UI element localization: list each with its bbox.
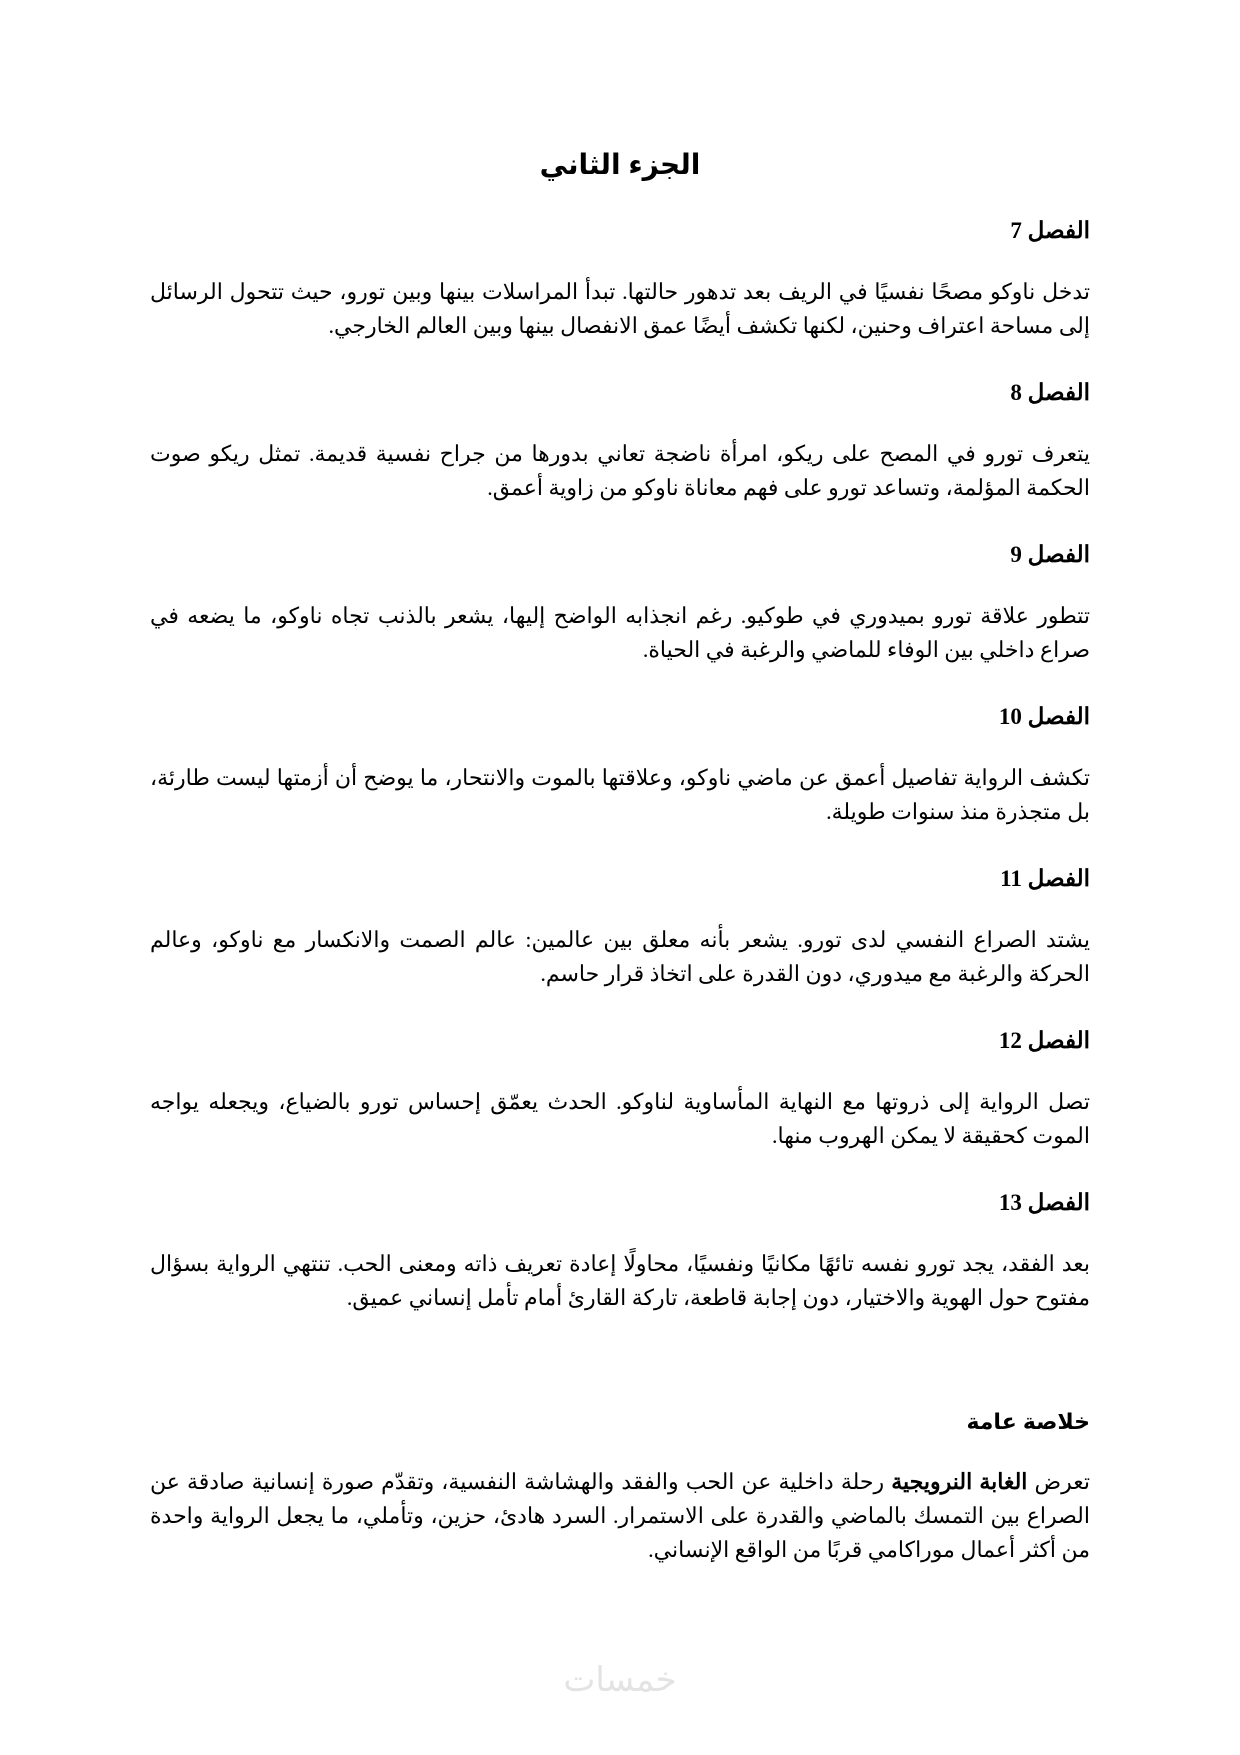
- summary-section: [150, 1409, 1090, 1567]
- chapter-body: بعد الفقد، يجد تورو نفسه تائهًا مكانيًا ونفسيًا، محاولًا إعادة تعريف ذاته ومعنى الحب. تنتهي الرواية بسؤال مفتوح حول الهوية والاختيار، دون إجابة قاطعة، تاركة القارئ أمام تأمل إنساني عميق.: [150, 1251, 1090, 1310]
- chapter-body: تدخل ناوكو مصحًا نفسيًا في الريف بعد تدهور حالتها. تبدأ المراسلات بينها وبين تورو، حيث تتحول الرسائل إلى مساحة اعتراف وحنين، لكنها تكشف أيضًا عمق الانفصال بينها وبين العالم الخارجي.: [150, 279, 1090, 338]
- chapter-section: [150, 379, 1090, 505]
- chapter-heading: الفصل 12: [998, 1028, 1090, 1053]
- summary-intro: تعرض: [1027, 1469, 1090, 1494]
- chapter-section: [150, 541, 1090, 667]
- summary-body: [150, 1465, 1090, 1567]
- chapter-heading: الفصل 10: [998, 704, 1090, 729]
- chapter-heading: الفصل 8: [1010, 380, 1090, 405]
- chapter-list: [150, 217, 1090, 1315]
- chapter-body: يشتد الصراع النفسي لدى تورو. يشعر بأنه معلق بين عالمين: عالم الصمت والانكسار مع ناوكو، وعالم الحركة والرغبة مع ميدوري، دون القدرة على اتخاذ قرار حاسم.: [150, 927, 1090, 986]
- chapter-body: يتعرف تورو في المصح على ريكو، امرأة ناضجة تعاني بدورها من جراح نفسية قديمة. تمثل ريكو صوت الحكمة المؤلمة، وتساعد تورو على فهم معاناة ناوكو من زاوية أعمق.: [150, 441, 1090, 500]
- chapter-heading: الفصل 9: [1010, 542, 1090, 567]
- chapter-body: تتطور علاقة تورو بميدوري في طوكيو. رغم انجذابه الواضح إليها، يشعر بالذنب تجاه ناوكو، ما يضعه في صراع داخلي بين الوفاء للماضي والرغبة في الحياة.: [150, 603, 1090, 662]
- chapter-section: [150, 865, 1090, 991]
- chapter-section: [150, 1027, 1090, 1153]
- watermark-logo: خمسات: [563, 1660, 677, 1700]
- chapter-heading: الفصل 13: [998, 1190, 1090, 1215]
- chapter-heading: الفصل 11: [1000, 866, 1090, 891]
- summary-text: رحلة داخلية عن الحب والفقد والهشاشة النفسية، وتقدّم صورة إنسانية صادقة عن الصراع بين التمسك بالماضي والقدرة على الاستمرار. السرد هادئ، حزين، وتأملي، ما يجعل الرواية واحدة من أكثر أعمال موراكامي قربًا من الواقع الإنساني.: [150, 1469, 1090, 1562]
- chapter-section: [150, 1189, 1090, 1315]
- chapter-body: تكشف الرواية تفاصيل أعمق عن ماضي ناوكو، وعلاقتها بالموت والانتحار، ما يوضح أن أزمتها ليست طارئة، بل متجذرة منذ سنوات طويلة.: [150, 765, 1090, 824]
- summary-heading: خلاصة عامة: [966, 1409, 1090, 1434]
- page-title: الجزء الثاني: [539, 149, 701, 180]
- chapter-section: [150, 703, 1090, 829]
- chapter-body: تصل الرواية إلى ذروتها مع النهاية المأساوية لناوكو. الحدث يعمّق إحساس تورو بالضياع، ويجعله يواجه الموت كحقيقة لا يمكن الهروب منها.: [150, 1089, 1090, 1148]
- novel-title: الغابة النرويجية: [891, 1469, 1028, 1494]
- chapter-section: [150, 217, 1090, 343]
- document-page: [150, 148, 1090, 1567]
- chapter-heading: الفصل 7: [1010, 218, 1090, 243]
